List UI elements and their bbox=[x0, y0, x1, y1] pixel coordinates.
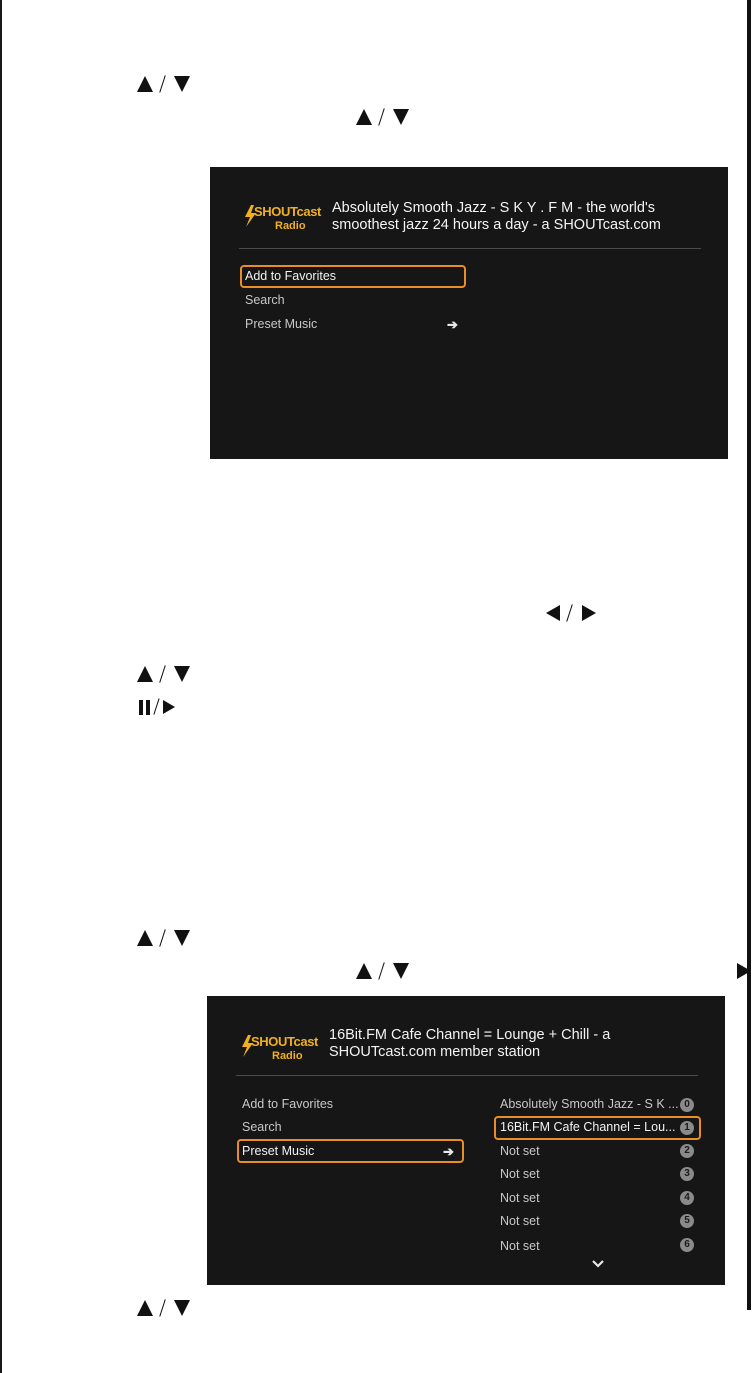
preset-number-badge: 2 bbox=[680, 1144, 694, 1158]
right-arrow-icon bbox=[737, 963, 751, 979]
preset-item[interactable]: Absolutely Smooth Jazz - S K ... bbox=[500, 1097, 679, 1111]
shoutcast-screen-presets bbox=[207, 996, 725, 1285]
up-arrow-icon bbox=[356, 109, 372, 125]
preset-item[interactable]: Not set bbox=[500, 1239, 540, 1253]
slash-separator bbox=[153, 698, 159, 714]
up-arrow-icon bbox=[137, 930, 153, 946]
station-title-line: 16Bit.FM Cafe Channel = Lounge + Chill - a bbox=[329, 1027, 611, 1043]
preset-item[interactable]: Not set bbox=[500, 1167, 540, 1181]
down-arrow-icon bbox=[393, 109, 409, 125]
slash-separator bbox=[159, 75, 166, 92]
menu-item-preset-music[interactable]: Preset Music bbox=[245, 317, 318, 331]
slash-separator bbox=[159, 665, 166, 682]
station-title-line: SHOUTcast.com member station bbox=[329, 1044, 541, 1060]
slash-separator bbox=[378, 108, 385, 125]
menu-item-preset-music[interactable]: Preset Music bbox=[242, 1144, 315, 1158]
pause-icon bbox=[139, 700, 150, 715]
preset-item[interactable]: Not set bbox=[500, 1144, 540, 1158]
down-arrow-icon bbox=[174, 666, 190, 682]
preset-number-badge: 0 bbox=[680, 1098, 694, 1112]
divider bbox=[239, 248, 701, 249]
logo-brand: SHOUTcast bbox=[254, 204, 321, 219]
left-arrow-icon bbox=[546, 605, 560, 621]
slash-separator bbox=[566, 604, 573, 621]
up-arrow-icon bbox=[137, 76, 153, 92]
up-arrow-icon bbox=[356, 963, 372, 979]
preset-number-badge: 3 bbox=[680, 1167, 694, 1181]
down-arrow-icon bbox=[174, 76, 190, 92]
preset-item[interactable]: Not set bbox=[500, 1191, 540, 1205]
shoutcast-logo bbox=[239, 1030, 325, 1070]
page-margin-line bbox=[0, 0, 2, 1373]
menu-item-search[interactable]: Search bbox=[242, 1120, 282, 1134]
down-arrow-icon bbox=[393, 963, 409, 979]
menu-item-add-to-favorites[interactable]: Add to Favorites bbox=[242, 1097, 334, 1111]
preset-number-badge: 1 bbox=[680, 1121, 694, 1135]
divider bbox=[236, 1075, 698, 1076]
down-arrow-icon bbox=[174, 930, 190, 946]
preset-item[interactable]: 16Bit.FM Cafe Channel = Lou... bbox=[500, 1120, 676, 1134]
right-arrow-icon bbox=[582, 605, 596, 621]
preset-number-badge: 6 bbox=[680, 1238, 694, 1252]
down-arrow-icon bbox=[174, 1300, 190, 1316]
right-arrow-icon: ➔ bbox=[443, 1144, 454, 1159]
slash-separator bbox=[159, 929, 166, 946]
slash-separator bbox=[159, 1299, 166, 1316]
station-title bbox=[329, 1027, 610, 1061]
station-title-line: Absolutely Smooth Jazz - S K Y . F M - the world's bbox=[332, 200, 655, 216]
up-arrow-icon bbox=[137, 666, 153, 682]
menu-item-search[interactable]: Search bbox=[245, 293, 285, 307]
play-icon bbox=[163, 700, 175, 714]
station-title-line: smoothest jazz 24 hours a day - a SHOUTcast.com bbox=[332, 217, 661, 233]
logo-sub: Radio bbox=[275, 220, 306, 232]
preset-number-badge: 4 bbox=[680, 1191, 694, 1205]
chevron-down-icon[interactable] bbox=[591, 1259, 605, 1269]
right-arrow-icon: ➔ bbox=[447, 317, 458, 332]
shoutcast-logo bbox=[242, 200, 328, 240]
station-title bbox=[332, 200, 661, 234]
logo-sub: Radio bbox=[272, 1050, 303, 1062]
up-arrow-icon bbox=[137, 1300, 153, 1316]
page-thumb-tab bbox=[747, 0, 751, 1310]
logo-brand: SHOUTcast bbox=[251, 1034, 318, 1049]
preset-number-badge: 5 bbox=[680, 1214, 694, 1228]
shoutcast-screen-menu bbox=[210, 167, 728, 459]
slash-separator bbox=[378, 962, 385, 979]
preset-item[interactable]: Not set bbox=[500, 1214, 540, 1228]
menu-item-add-to-favorites[interactable]: Add to Favorites bbox=[245, 269, 337, 283]
